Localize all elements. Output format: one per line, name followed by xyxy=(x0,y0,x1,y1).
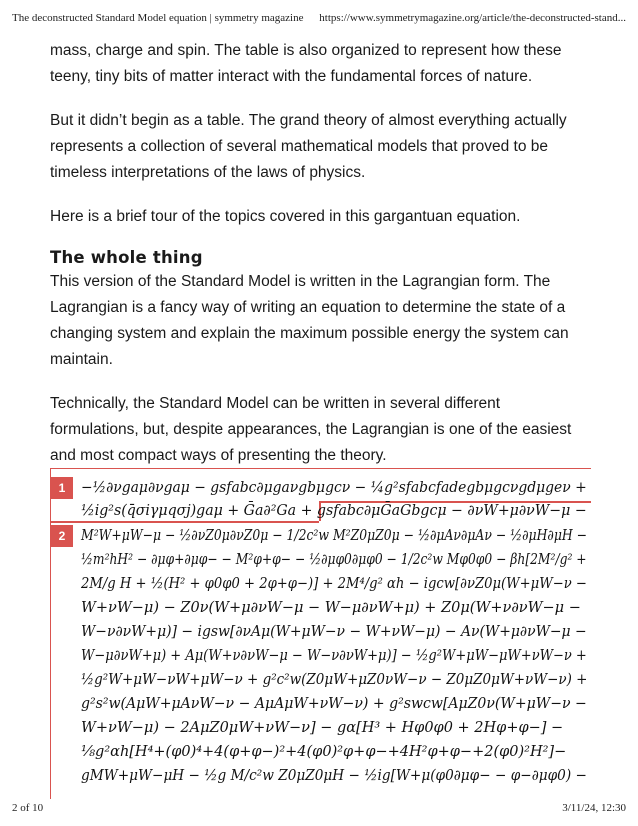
section-heading: The whole thing xyxy=(50,248,203,267)
print-footer xyxy=(12,802,626,814)
equation-line: ½m²hH² − ∂μφ+∂μφ− − M²φ+φ− − ½∂μφ0∂μφ0 − 1/2c²w Mφ0φ0 − βh[2M²/g² + xyxy=(81,552,587,568)
lagrangian-equation-figure xyxy=(50,468,591,799)
paragraph-5: Technically, the Standard Model can be written in several different formulations, but, despite appearances, the Lagrangian is one of the easiest and most compact ways of presenting the theory. xyxy=(50,395,572,464)
print-url: https://www.symmetrymagazine.org/article/the-deconstructed-stand... xyxy=(319,12,626,24)
equation-line: W+νW−μ) − Z0ν(W+μ∂νW−μ − W−μ∂νW+μ) + Z0μ(W+ν∂νW−μ − xyxy=(81,600,581,616)
paragraph-4: This version of the Standard Model is written in the Lagrangian form. The Lagrangian is a fancy way of writing an equation to determine the state of a changing system and explain the maximum possible energy the system can maintain. xyxy=(50,273,569,368)
equation-line: ½ig²s(q̄σiγμqσj)gaμ + Ḡa∂²Ga + gsfabc∂μḠaGbgcμ − ∂νW+μ∂νW−μ − xyxy=(81,503,587,519)
equation-line: −½∂νgaμ∂νgaμ − gsfabc∂μgaνgbμgcν − ¼g²sfabcfadegbμgcνgdμgeν + xyxy=(81,480,587,496)
equation-line: W−μ∂νW+μ) + Aμ(W+ν∂νW−μ − W−ν∂νW+μ)] − ½g²W+μW−μW+νW−ν + xyxy=(81,648,587,664)
page-number: 2 of 10 xyxy=(12,802,44,814)
print-header xyxy=(12,12,626,24)
equation-line: ½g²W+μW−νW+μW−ν + g²c²w(Z0μW+μZ0νW−ν − Z0μZ0μW+νW−ν) + xyxy=(81,672,588,688)
equation-line: g²s²w(AμW+μAνW−ν − AμAμW+νW−ν) + g²swcw[AμZ0ν(W+μW−ν − xyxy=(81,696,587,712)
equation-line: gMW+μW−μH − ½g M/c²w Z0μZ0μH − ½ig[W+μ(φ0∂μφ− − φ−∂μφ0) − xyxy=(81,768,587,784)
equation-line: ⅛g²αh[H⁴+(φ0)⁴+4(φ+φ−)²+4(φ0)²φ+φ−+4H²φ+φ−+2(φ0)²H²]− xyxy=(81,744,567,760)
print-timestamp: 3/11/24, 12:30 xyxy=(562,802,626,814)
term-badge-2: 2 xyxy=(51,525,73,547)
paragraph-1: mass, charge and spin. The table is also organized to represent how these teeny, tiny bits of matter interact with the fundamental forces of nature. xyxy=(50,42,562,85)
article-body xyxy=(50,38,590,487)
paragraph-2: But it didn’t begin as a table. The grand theory of almost everything actually represents a collection of several mathematical models that proved to be timeless interpretations of the laws of physics. xyxy=(50,112,567,181)
equation-line: M²W+μW−μ − ½∂νZ0μ∂νZ0μ − 1/2c²w M²Z0μZ0μ − ½∂μAν∂μAν − ½∂μH∂μH − xyxy=(81,528,588,544)
equation-line: W−ν∂νW+μ)] − igsw[∂νAμ(W+μW−ν − W+νW−μ) − Aν(W+μ∂νW−μ − xyxy=(81,624,587,640)
paragraph-3: Here is a brief tour of the topics covered in this gargantuan equation. xyxy=(50,208,521,225)
equation-line: 2M/g H + ½(H² + φ0φ0 + 2φ+φ−)] + 2M⁴/g² αh − igcw[∂νZ0μ(W+μW−ν − xyxy=(81,576,587,592)
equation-line: W+νW−μ) − 2AμZ0μW+νW−ν] − gα[H³ + Hφ0φ0 + 2Hφ+φ−] − xyxy=(81,720,564,736)
print-title: The deconstructed Standard Model equation | symmetry magazine xyxy=(12,12,304,24)
term-badge-1: 1 xyxy=(51,477,73,499)
